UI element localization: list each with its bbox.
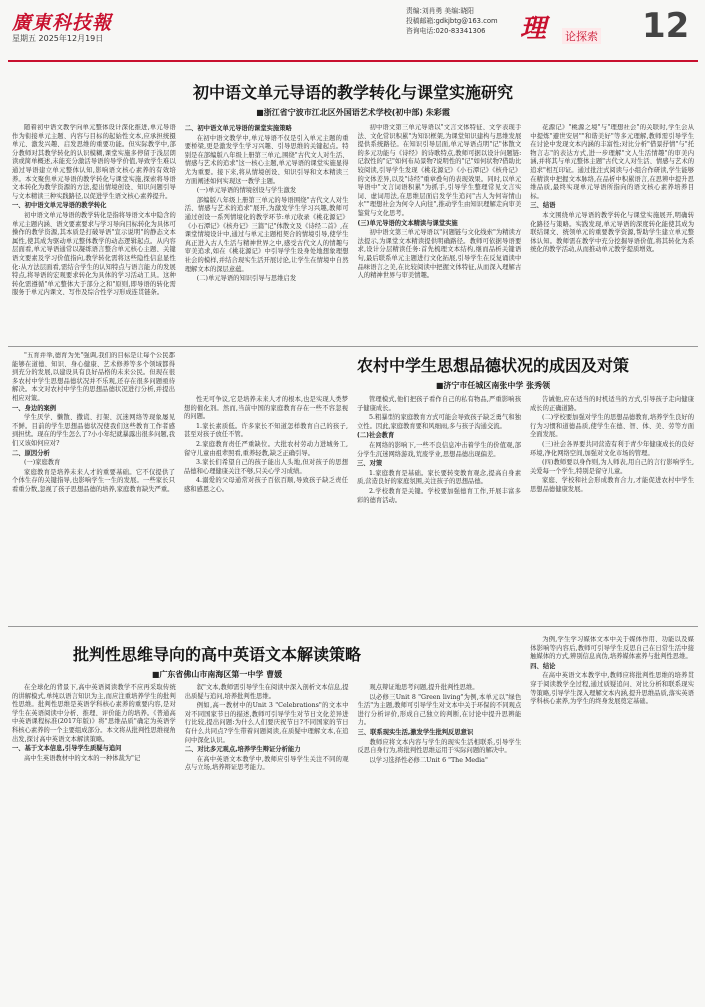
paragraph: 部编版八年级上册第三单元的导语围绕"古代文人对生活、情感与艺术的追求"展开,为激发学生学习兴趣,教师可通过创设一系列情境化的教学环节:单元收录《桃花源记》《小石潭记》《核舟记》三篇"记"体散文及《诗经二首》,在课堂情境设计中,通过与单元主题相契合的情境引导,使学生真正进入古人生活与精神世界之中,感受古代文人的情趣与审美追求,如在《桃花源记》中引导学生设身处地想象理想社会的模样,并结合现实生活开展讨论,让学生在情境中自然理解文本的深层意蕴。 [184,196,349,273]
article-column [12,124,176,342]
section-heading: 四、结论 [530,662,556,670]
paragraph: (二)学校要加强对学生的思想品德教育,培养学生良好的行为习惯和道德品质,使学生在德、智、体、美、劳等方面全面发展。 [530,414,694,439]
paragraph: 2.家庭教育责任严重缺位。大批农村劳动力进城务工,留守儿童由祖辈照看,重养轻教,缺乏正确引导。 [184,440,348,457]
section-heading: 三、结语 [530,202,556,210]
paragraph: 性无可争议,它是培养未来人才的根本,也是实现人类梦想的催化剂。然而,当前中国的家庭教育存在一些不容忽视的问题。 [184,396,348,421]
section-heading: 一、身边的案例 [12,404,57,412]
article-byline: ■广东省佛山市南海区第一中学 曹媛 [151,670,283,679]
paragraph: 教师应将文本内容与学生的现实生活相联系,引导学生反思自身行为,将批判性思维运用于实际问题的解决中。 [357,738,522,755]
article-column [357,352,521,620]
paragraph: (三)社会各界要共同营造有利于青少年健康成长的良好环境,净化网络空间,加强对文化市场的管理。 [530,440,694,457]
paragraph: 家庭教育是培养未来人才的重要基础。它不仅提供了个体生存的关键指导,也影响学生一生的发展。一些家长只看重分数,忽视了孩子思想品德的培养,家庭教育缺失严重。 [12,468,175,493]
article-3-body [12,636,694,998]
paragraph: 初中语文第三单元导语以"文言文体特征、文学表现手法、文化常识积累"为知识框架,为课堂知识建构与思维发展提供系统路径。在知识引导层面,单元导语点明"记"体散文的多元功能与《诗经》的诗歌特点,教师可据以设计问题链:记叙性的"记"如何布局景物?说明性的"记"如何状物?借助比较阅读,引导学生发现《桃花源记》《小石潭记》《核舟记》的文体差异,以及"诗经"重章叠句的表现效果。同时,以单元导语中"文言词语积累"为抓手,引导学生整理常见文言实词、虚词用法,在思维层面启发学生追问"古人为何寄情山水""理想社会为何令人向往",推动学生由知识理解走向审美鉴赏与文化思考。 [357,124,522,217]
article-column [12,636,176,998]
paragraph: 在高中英语文本教学中,教师应引导学生关注不同的观点与立场,培养辩证思考能力。 [184,755,349,772]
paragraph: 为例,学生学习媒体文本中关于媒体作用、功能以及媒体影响等内容后,教师可引导学生反思自己在日常生活中接触媒体的方式,辨别信息真伪,培养媒体素养与批判性思维。 [530,636,694,661]
article-column [185,636,349,998]
article-column [530,352,694,620]
paragraph: 以学习选择性必修二Unit 6 "The Media" [369,756,488,764]
article-byline: ■济宁市任城区南张中学 张秀领 [435,381,551,390]
paragraph: "五育并举,德育为先"强调,我们的目标是让每个公民都能够在道德、知识、身心健康、艺术修养等多个领域都得到充分的发展,以建设具有良好品格的未来公民。但现在很多农村中学生思想品德状况并不乐观,还存在很多问题亟待解决。本文对农村中学生的思想品德状况进行分析,并提出相应对策。 [12,352,175,402]
paragraph: 花源记》"桃源之境"与"理想社会"的关联时,学生会从中提炼"避世安居""和谐美好"等多元理解,教师需引导学生在讨论中发现文本内涵的丰富性;对比分析"借景抒情"与"托物言志"的表达方式,进一步理解"文人生活情趣"的审美内涵,并将其与单元整体主题"古代文人对生活、情感与艺术的追求"相互印证。通过批注式阅读与小组合作研读,学生能够在精读中把握文本脉络,在品析中积累语言,在思辨中提升思维品质,最终实现单元导语所指向的语文核心素养培养目标。 [530,124,694,200]
article-column [358,124,522,342]
paragraph: 告诫他,应在适当的时机适当的方式,引导孩子走向健康成长的正确道路。 [530,396,694,412]
article-byline: ■浙江省宁波市江北区外国语艺术学校(初中部) 朱彩霞 [256,108,450,117]
section-heading: 二、对比多元观点,培养学生辩证分析能力 [184,746,301,754]
section-heading: 三、对策 [357,460,383,468]
article-title: 农村中学生思想品德状况的成因及对策 [356,356,629,375]
article-title: 初中语文单元导语的教学转化与课堂实施研究 [192,83,513,102]
article-divider [8,346,698,347]
phone-line: 咨询电话:020-83341306 [406,27,486,35]
paragraph: 观点辩证地思考问题,提升批判性思维。 [369,684,479,691]
paragraph: 1.家庭教育是基础。家长要转变教育观念,提高自身素质,营造良好的家庭氛围,关注孩子的思想品德。 [357,469,521,486]
page-header [0,0,705,64]
section-heading: 一、初中语文单元导语的教学转化 [12,202,107,210]
section-heading: 三、联系现实生活,激发学生批判反思意识 [357,728,474,736]
article-column [185,124,349,342]
section-heading: 二、原因分析 [12,449,50,457]
paragraph: 初中语文单元导语的教学转化是指将导语文本中隐含的单元主题内涵、语文要素要求与学习导向目标转化为具体可操作的教学资源,其本质是打破导语"宣示说明"的静态文本属性,使其成为驱动单元整体教学的动态逻辑起点。从内容层面看,单元导语通常以凝练语言整合单元核心主题、关键语文要素及学习价值指向,教学转化需将这些隐性信息显性化:从方法层面看,需结合学生的认知特点与语言能力的发展特点,将导语的宏观要求转化为具体的学习活动工具。这种转化需遵循"单元整体大于部分之和"原则,即导语的转化需服务于单元内课文、写作及综合性学习形成连贯链条。 [12,211,176,297]
article-column [358,636,522,998]
paragraph: 在网络的影响下,一些不良信息冲击着学生的价值观,部分学生沉迷网络游戏,荒废学业,思想品德出现偏差。 [357,441,521,458]
section-name: 论探索 [562,28,601,44]
section-logo: 理 [520,14,547,44]
paragraph: 例如,高一教材中的Unit 3 "Celebrations"的文本中对不同国家节日的描述,教师可引导学生对节日文化差异进行比较,提出问题:为什么人们要庆祝节日?不同国家的节日有什么共同点?学生带着问题阅读,在质疑中理解文本,在追问中深化认识。 [184,702,349,744]
section-heading: 一、基于文本信息,引导学生质疑与追问 [12,745,122,753]
editor-line: 责编:刘肖勇 美编:晓阳 [406,7,474,15]
paragraph: 以必修三Unit 8 "Green living"为例,本单元以"绿色生活"为主题,教师可引导学生对文本中关于环保的不同观点进行分析评价,形成自己独立的判断,在讨论中提升思辨能力。 [357,693,522,727]
paragraph: (一)家庭教育 [24,459,61,467]
paragraph: 在高中英语文本教学中,教师应将批判性思维的培养贯穿于阅读教学全过程,通过质疑追问、对比分析和联系现实等策略,引导学生深入理解文本内涵,提升思维品质,落实英语学科核心素养,为学生的终身发展奠定基础。 [530,672,694,706]
article-column [184,352,348,620]
section-heading: 二、初中语文单元导语的课堂实施策略 [184,125,292,132]
paragraph: 1.家长素质低。许多家长不知道怎样教育自己的孩子,甚至对孩子放任不管。 [184,422,348,439]
paragraph: 学生厌学、懒散、撒谎、打架、沉迷网络等现象屡见不鲜。目前的学生思想品德状况使我们这些教育工作者感到担忧。现在的学生怎么了?小小年纪就暴露出很多问题,我们又该如何应对? [12,414,175,447]
paragraph: 随着初中语文教学向单元整体设计深化推进,单元导语作为衔接单元主题、内容与目标的起始性文本,应承担统摄单元、激发兴趣、启发思维的重要功能。但实际教学中,部分教师对其教学转化的认识模糊,课堂实施多停留于浅层朗读或简单概述,未能充分激活导语的导学价值,导致学生难以通过导语建立单元整体认知,影响语文核心素养的有效培养。本文聚焦单元导语的教学转化与课堂实施,探索将导语文本转化为教学资源的方法,提出情境创设、知识问题引导与文本精读三种实践路径,以促进学生语文核心素养提升。 [12,124,176,200]
section-heading: (二)社会教育 [357,432,395,440]
article-divider [8,626,698,627]
page-number: 12 [642,6,690,46]
paragraph: 2.学校教育是关键。学校要加强德育工作,开展丰富多彩的德育活动。 [357,487,521,504]
paragraph: 家庭、学校和社会形成教育合力,才能促进农村中学生思想品德健康发展。 [530,477,694,493]
paragraph: 在全球化的背景下,高中英语阅读教学不应再采取传统的讲解模式,单纯以语言知识为主,而应注重培养学生的批判性思维。批判性思维是英语学科核心素养的重要内容,是对学生在英语阅读中分析、推理、评价能力的培养。《普通高中英语课程标准(2017年版)》将"思维品质"确定为英语学科核心素养的一个主要组成部分。本文将从批判性思维视角出发,探讨高中英语文本解读策略。 [12,684,176,743]
article-column [12,352,175,620]
paragraph: 初中语文第三单元导语以"问题链与文化线索"为精读方法提示,为课堂文本精读提供明确路径。教师可依据导语要求,设计分层精读任务:首先梳理文本结构,继而品析关键语句,最后联系单元主题进行文化拓展,引导学生在反复诵读中品味语言之美,在比较阅读中把握文体特征,从而深入理解古人的精神世界与审美情趣。 [357,229,522,280]
header-divider [8,60,698,62]
section-heading: (三)单元导语的文本精读与课堂实施 [357,219,458,227]
article-1 [12,80,694,118]
paragraph: 4.溺爱的父母通常对孩子百依百顺,导致孩子缺乏责任感和感恩之心。 [184,477,348,493]
paragraph: 高中生英语教材中的文本的一种体裁为"记 [24,754,141,762]
paragraph: (四)教师要以身作则,为人师表,用自己的言行影响学生,关爱每一个学生,特别是留守儿童。 [530,459,694,475]
article-2-body [12,352,694,620]
article-title: 批判性思维导向的高中英语文本解读策略 [72,645,361,664]
paragraph: 管理模式,他们把孩子看作自己的私有物品,严重影响孩子健康成长。 [357,396,521,412]
paragraph: 3.家长们希望自己的孩子能出人头地,但对孩子的思想品德和心理健康关注不够,只关心学习成绩。 [184,459,348,475]
paragraph: (二)单元导语的知识引导与思维启发 [196,275,297,283]
article-column [530,124,694,342]
paragraph: 在初中语文教学中,单元导语不仅是引入单元主题的重要桥梁,更是激发学生学习兴趣、引导思维的关键起点。特别是在部编版八年级上册第三单元,围绕"古代文人对生活、情感与艺术的追求"这一核心主题,单元导语的课堂实施显得尤为重要。接下来,将从情境创设、知识引导和文本精读三方面阐述如何实现这一教学主题。 [184,134,349,185]
newspaper-masthead: 廣東科技報 [12,12,113,34]
paragraph: 叙"文本,教师需引导学生在阅读中深入剖析文本信息,提出质疑与追问,培养批判性思维。 [184,684,349,700]
article-1-body [12,124,694,342]
email-line: 投稿邮箱:gdkjbtg@163.com [406,17,498,25]
issue-date: 星期五 2025年12月19日 [12,34,104,43]
paragraph: 5.粗暴型的家庭教育方式可能会导致孩子缺乏勇气和独立性。因此,家庭教育要和风细雨,多与孩子沟通交流。 [357,414,521,430]
paragraph: 本文围绕单元导语的教学转化与课堂实施展开,明确转化路径与策略。实践发现,单元导语的深度转化能使其成为联结课文、统领单元的重要教学资源,帮助学生建立单元整体认知。教师需在教学中充分挖掘导语价值,将其转化为系统化的教学活动,从而推动单元教学提质增效。 [530,211,694,254]
paragraph: (一)单元导语的情境创设与学生激发 [196,187,297,195]
article-column [530,636,694,998]
